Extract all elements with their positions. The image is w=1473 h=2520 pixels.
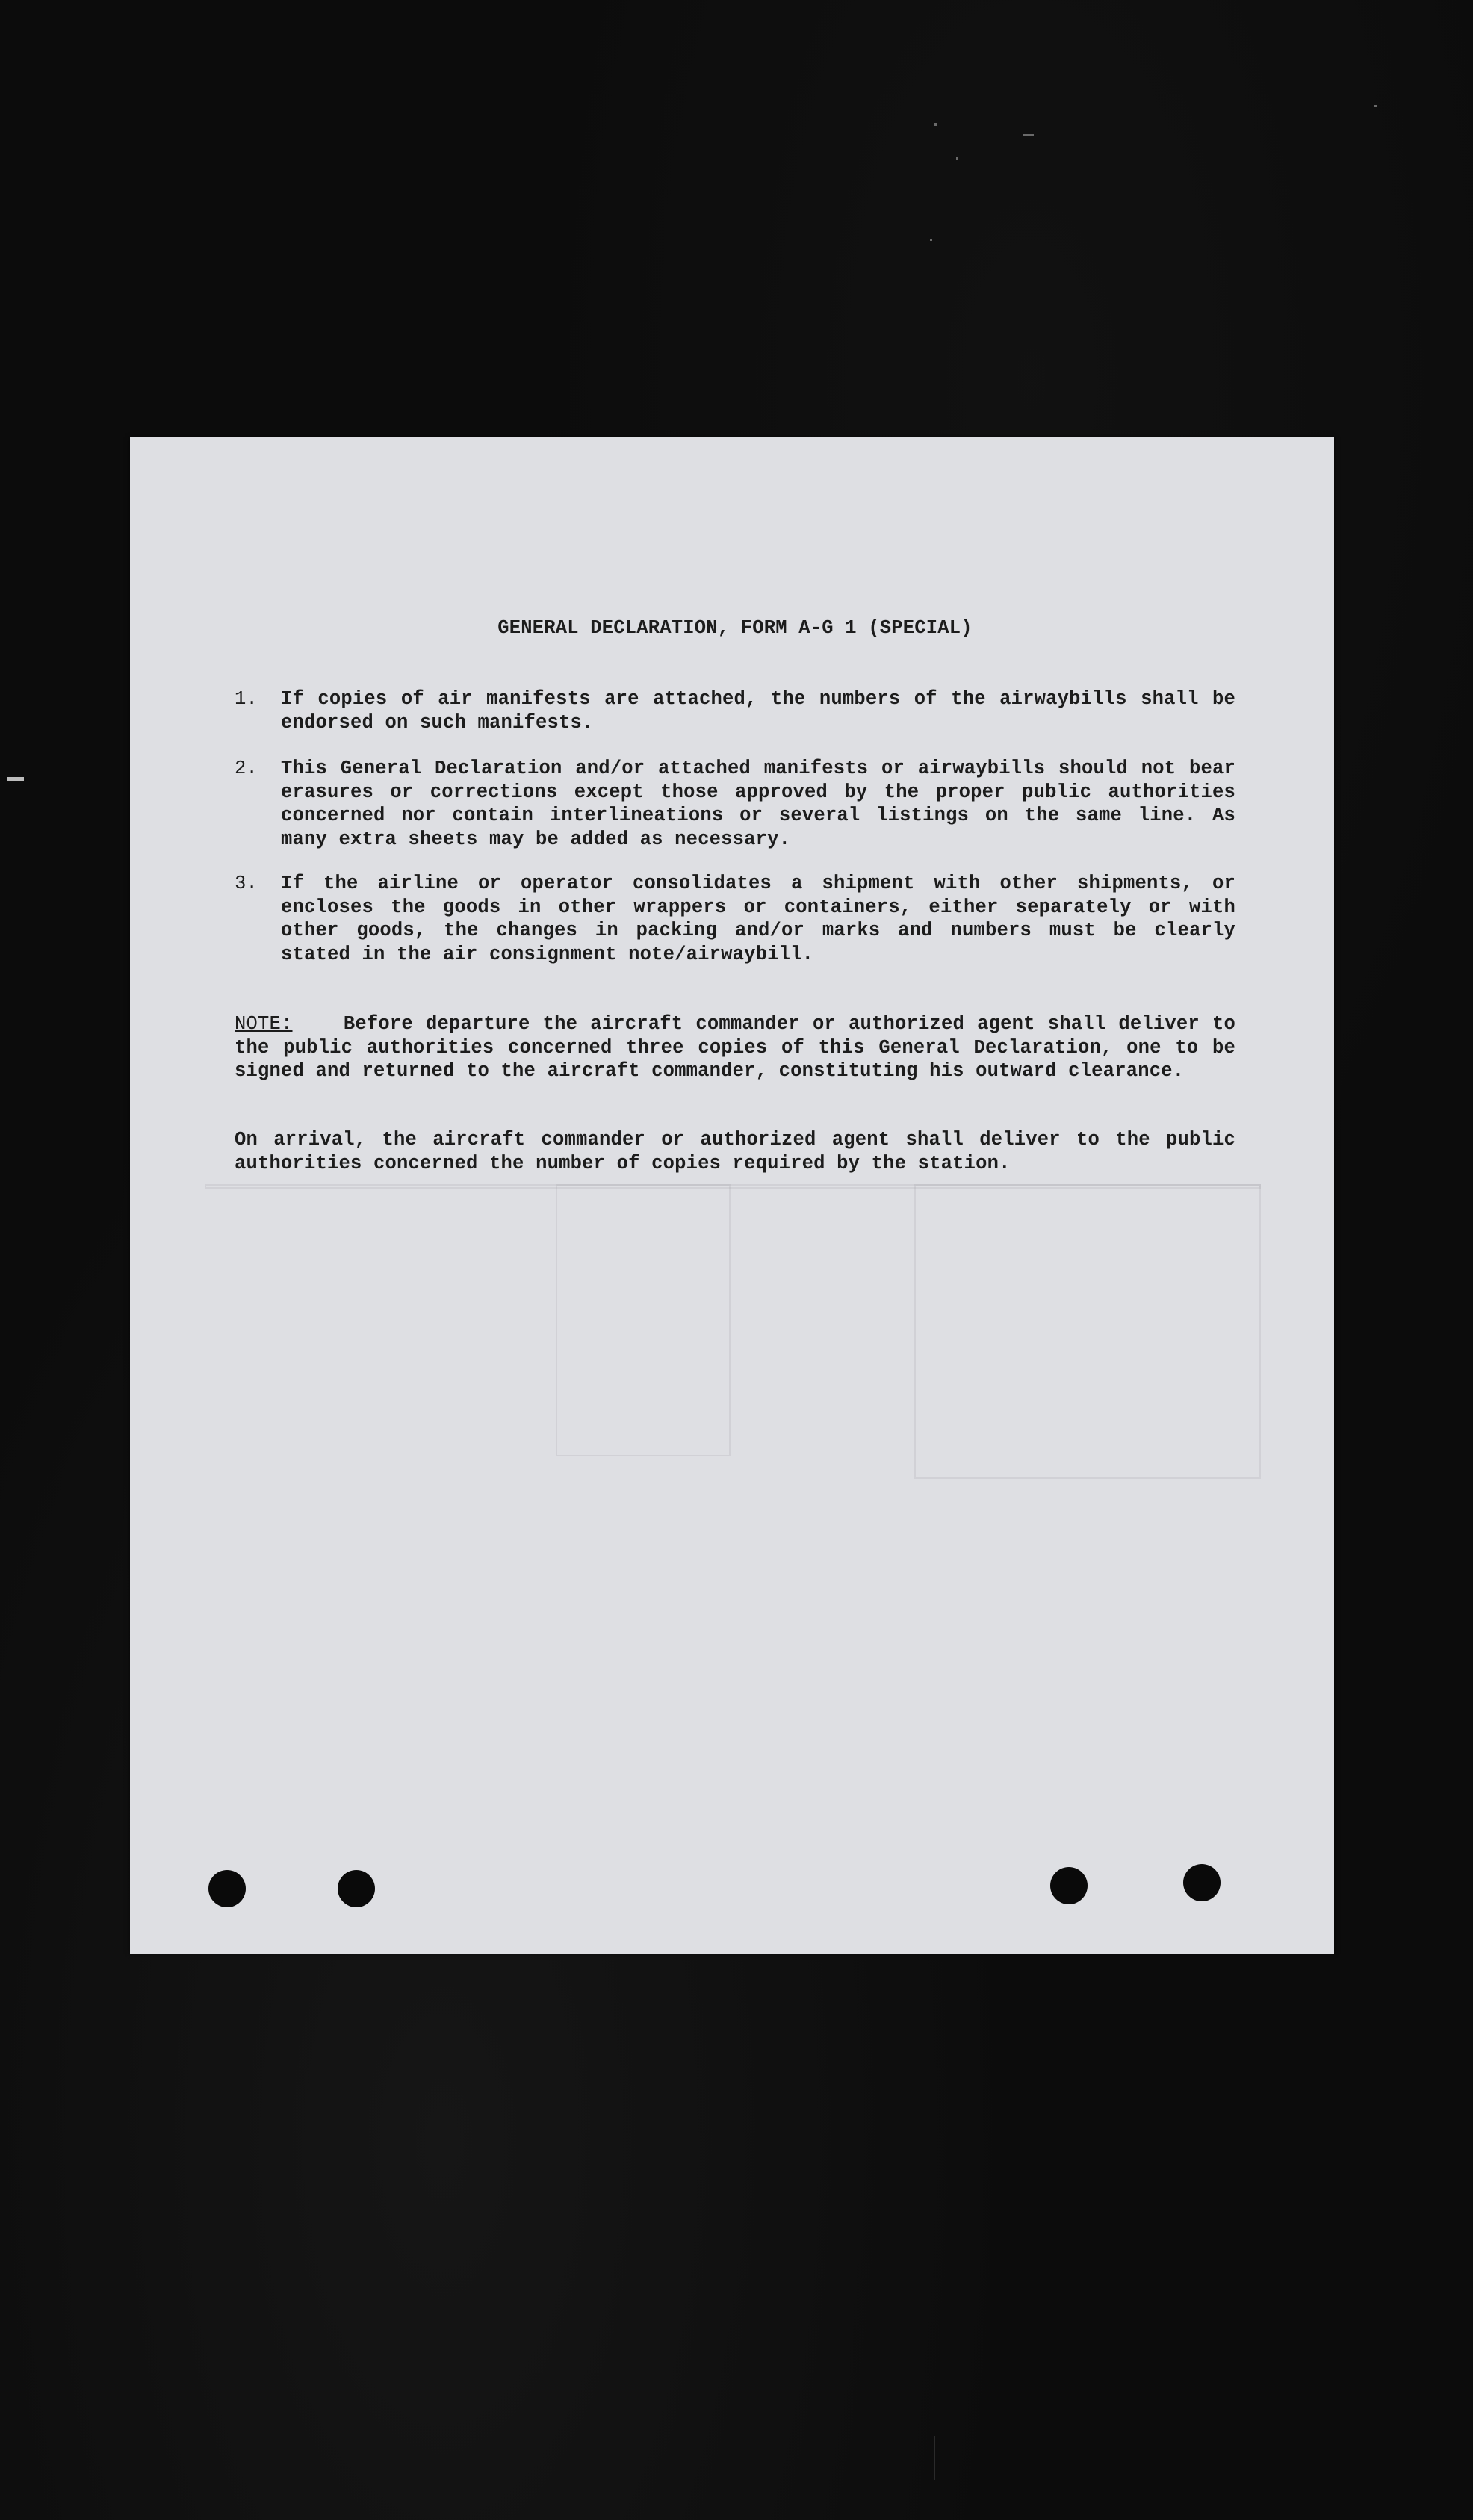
list-item-3 xyxy=(235,872,1235,966)
bleed-through-box xyxy=(914,1184,1261,1479)
list-item-number: 3. xyxy=(235,873,258,894)
note-paragraph xyxy=(235,1012,1235,1083)
dust-speck xyxy=(930,239,932,241)
list-item-text: This General Declaration and/or attached manifests or airwaybills should not bear erasures or corrections except those approved by the proper public authorities concerned nor contain interlineations or several listings on the same line. As many extra sheets may be added as necessary. xyxy=(281,758,1235,850)
bleed-through-box xyxy=(556,1184,731,1456)
dust-speck xyxy=(7,777,24,781)
list-item-1 xyxy=(235,687,1235,734)
dust-speck xyxy=(934,123,937,126)
document-page xyxy=(130,437,1334,1954)
arrival-paragraph: On arrival, the aircraft commander or authorized agent shall deliver to the public authorities concerned the number of copies required by the station. xyxy=(235,1129,1235,1174)
bleed-through-box xyxy=(205,1184,1261,1189)
list-item-2 xyxy=(235,757,1235,851)
note-text: Before departure the aircraft commander or authorized agent shall deliver to the public authorities concerned three copies of this General Declaration, one to be signed and returned to the aircraft commander, constituting his outward clearance. xyxy=(235,1013,1235,1082)
dust-speck xyxy=(1023,134,1034,136)
note-label: NOTE: xyxy=(235,1013,293,1035)
dust-speck xyxy=(1374,105,1377,107)
dust-speck xyxy=(956,157,958,160)
punch-hole xyxy=(338,1870,375,1907)
dust-speck xyxy=(934,2436,935,2480)
page-title: GENERAL DECLARATION, FORM A-G 1 (SPECIAL) xyxy=(497,617,973,639)
list-item-text: If the airline or operator consolidates a shipment with other shipments, or encloses the goods in other wrappers or containers, either separately or with other goods, the changes in packing and/or marks and numbers must be clearly stated in the air consignment note/airwaybill. xyxy=(281,873,1235,965)
list-item-text: If copies of air manifests are attached, the numbers of the airwaybills shall be endorsed on such manifests. xyxy=(281,688,1235,734)
list-item-number: 1. xyxy=(235,688,258,710)
punch-hole xyxy=(1183,1864,1221,1901)
list-item-number: 2. xyxy=(235,758,258,779)
punch-hole xyxy=(208,1870,246,1907)
punch-hole xyxy=(1050,1867,1088,1904)
